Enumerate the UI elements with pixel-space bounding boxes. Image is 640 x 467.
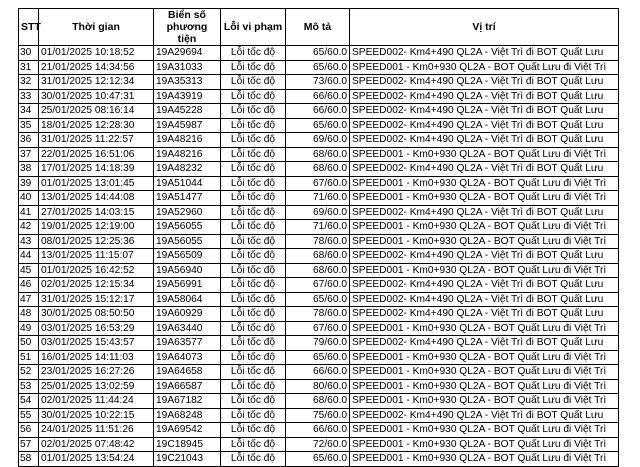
- cell-stt: 37: [19, 147, 39, 162]
- cell-stt: 52: [19, 365, 39, 380]
- cell-time: 22/01/2025 16:51:06: [39, 147, 154, 162]
- cell-stt: 48: [19, 307, 39, 322]
- cell-violation: Lỗi tốc độ: [221, 234, 286, 249]
- table-row: [19, 220, 619, 235]
- cell-location: SPEED002- Km4+490 QL2A - Việt Trì đi BOT Quất Lưu: [350, 249, 619, 264]
- cell-time: 08/01/2025 12:25:36: [39, 234, 154, 249]
- table-row: [19, 104, 619, 119]
- table-body: [19, 46, 619, 467]
- table-header: [19, 9, 619, 46]
- cell-plate: 19A63440: [154, 321, 221, 336]
- cell-description: 68/60.0: [286, 162, 350, 177]
- cell-description: 78/60.0: [286, 234, 350, 249]
- cell-violation: Lỗi tốc độ: [221, 263, 286, 278]
- cell-location: SPEED002- Km4+490 QL2A - Việt Trì đi BOT Quất Lưu: [350, 205, 619, 220]
- cell-plate: 19A67182: [154, 394, 221, 409]
- violation-table: [18, 8, 619, 467]
- cell-plate: 19A52960: [154, 205, 221, 220]
- header-plate: Biển số phương tiện: [154, 9, 221, 46]
- table-row: [19, 162, 619, 177]
- table-row: [19, 321, 619, 336]
- cell-location: SPEED001 - Km0+930 QL2A - BOT Quất Lưu đi Việt Trì: [350, 220, 619, 235]
- cell-description: 65/60.0: [286, 292, 350, 307]
- cell-location: SPEED001 - Km0+930 QL2A - BOT Quất Lưu đi Việt Trì: [350, 147, 619, 162]
- cell-time: 13/01/2025 11:15:07: [39, 249, 154, 264]
- cell-description: 69/60.0: [286, 205, 350, 220]
- cell-stt: 56: [19, 423, 39, 438]
- table-row: [19, 147, 619, 162]
- cell-time: 25/01/2025 08:16:14: [39, 104, 154, 119]
- cell-description: 65/60.0: [286, 452, 350, 467]
- cell-time: 30/01/2025 10:22:15: [39, 408, 154, 423]
- table-row: [19, 452, 619, 467]
- cell-description: 66/60.0: [286, 423, 350, 438]
- table-row: [19, 365, 619, 380]
- cell-time: 03/01/2025 16:53:29: [39, 321, 154, 336]
- cell-violation: Lỗi tốc độ: [221, 75, 286, 90]
- table-row: [19, 89, 619, 104]
- cell-time: 18/01/2025 12:28:30: [39, 118, 154, 133]
- cell-plate: 19A56991: [154, 278, 221, 293]
- cell-description: 69/60.0: [286, 133, 350, 148]
- cell-location: SPEED002- Km4+490 QL2A - Việt Trì đi BOT Quất Lưu: [350, 46, 619, 61]
- cell-plate: 19A64073: [154, 350, 221, 365]
- table-row: [19, 394, 619, 409]
- cell-plate: 19A35313: [154, 75, 221, 90]
- cell-location: SPEED002- Km4+490 QL2A - Việt Trì đi BOT Quất Lưu: [350, 104, 619, 119]
- cell-description: 73/60.0: [286, 75, 350, 90]
- table-row: [19, 263, 619, 278]
- cell-stt: 43: [19, 234, 39, 249]
- cell-plate: 19A66587: [154, 379, 221, 394]
- cell-description: 72/60.0: [286, 437, 350, 452]
- cell-location: SPEED001 - Km0+930 QL2A - BOT Quất Lưu đi Việt Trì: [350, 191, 619, 206]
- cell-plate: 19A45987: [154, 118, 221, 133]
- cell-stt: 40: [19, 191, 39, 206]
- cell-description: 65/60.0: [286, 350, 350, 365]
- cell-location: SPEED001 - Km0+930 QL2A - BOT Quất Lưu đi Việt Trì: [350, 452, 619, 467]
- cell-violation: Lỗi tốc độ: [221, 60, 286, 75]
- cell-violation: Lỗi tốc độ: [221, 452, 286, 467]
- cell-time: 16/01/2025 14:11:03: [39, 350, 154, 365]
- cell-plate: 19A51477: [154, 191, 221, 206]
- cell-plate: 19A43919: [154, 89, 221, 104]
- cell-plate: 19A56509: [154, 249, 221, 264]
- cell-description: 78/60.0: [286, 307, 350, 322]
- table-row: [19, 234, 619, 249]
- cell-plate: 19A48216: [154, 133, 221, 148]
- cell-time: 27/01/2025 14:03:15: [39, 205, 154, 220]
- cell-stt: 58: [19, 452, 39, 467]
- cell-time: 21/01/2025 14:34:56: [39, 60, 154, 75]
- table-row: [19, 336, 619, 351]
- cell-time: 01/01/2025 13:54:24: [39, 452, 154, 467]
- cell-stt: 57: [19, 437, 39, 452]
- cell-plate: 19A29694: [154, 46, 221, 61]
- cell-stt: 55: [19, 408, 39, 423]
- cell-violation: Lỗi tốc độ: [221, 46, 286, 61]
- cell-description: 67/60.0: [286, 321, 350, 336]
- cell-time: 31/01/2025 15:12:17: [39, 292, 154, 307]
- cell-location: SPEED001 - Km0+930 QL2A - BOT Quất Lưu đi Việt Trì: [350, 437, 619, 452]
- table-row: [19, 205, 619, 220]
- cell-time: 31/01/2025 12:12:34: [39, 75, 154, 90]
- cell-description: 66/60.0: [286, 89, 350, 104]
- cell-location: SPEED002- Km4+490 QL2A - Việt Trì đi BOT Quất Lưu: [350, 133, 619, 148]
- cell-plate: 19A48232: [154, 162, 221, 177]
- cell-location: SPEED001 - Km0+930 QL2A - BOT Quất Lưu đi Việt Trì: [350, 60, 619, 75]
- cell-violation: Lỗi tốc độ: [221, 408, 286, 423]
- cell-violation: Lỗi tốc độ: [221, 191, 286, 206]
- cell-plate: 19A31033: [154, 60, 221, 75]
- cell-location: SPEED001 - Km0+930 QL2A - BOT Quất Lưu đi Việt Trì: [350, 423, 619, 438]
- cell-stt: 31: [19, 60, 39, 75]
- cell-plate: 19A45228: [154, 104, 221, 119]
- cell-time: 03/01/2025 15:43:57: [39, 336, 154, 351]
- cell-stt: 34: [19, 104, 39, 119]
- cell-time: 01/01/2025 10:18:52: [39, 46, 154, 61]
- table-row: [19, 278, 619, 293]
- cell-location: SPEED002- Km4+490 QL2A - Việt Trì đi BOT Quất Lưu: [350, 278, 619, 293]
- table-row: [19, 423, 619, 438]
- cell-violation: Lỗi tốc độ: [221, 307, 286, 322]
- cell-time: 31/01/2025 11:22:57: [39, 133, 154, 148]
- cell-description: 65/60.0: [286, 118, 350, 133]
- cell-violation: Lỗi tốc độ: [221, 220, 286, 235]
- cell-stt: 39: [19, 176, 39, 191]
- cell-violation: Lỗi tốc độ: [221, 162, 286, 177]
- cell-violation: Lỗi tốc độ: [221, 249, 286, 264]
- table-row: [19, 176, 619, 191]
- cell-location: SPEED002- Km4+490 QL2A - Việt Trì đi BOT Quất Lưu: [350, 292, 619, 307]
- cell-location: SPEED001 - Km0+930 QL2A - BOT Quất Lưu đi Việt Trì: [350, 234, 619, 249]
- cell-violation: Lỗi tốc độ: [221, 118, 286, 133]
- cell-violation: Lỗi tốc độ: [221, 147, 286, 162]
- cell-plate: 19A58064: [154, 292, 221, 307]
- cell-description: 65/60.0: [286, 60, 350, 75]
- cell-plate: 19A48216: [154, 147, 221, 162]
- cell-stt: 32: [19, 75, 39, 90]
- cell-time: 30/01/2025 08:50:50: [39, 307, 154, 322]
- cell-stt: 49: [19, 321, 39, 336]
- cell-stt: 41: [19, 205, 39, 220]
- cell-violation: Lỗi tốc độ: [221, 394, 286, 409]
- cell-location: SPEED001 - Km0+930 QL2A - BOT Quất Lưu đi Việt Trì: [350, 379, 619, 394]
- header-time: Thời gian: [39, 9, 154, 46]
- cell-plate: 19A63577: [154, 336, 221, 351]
- table-row: [19, 408, 619, 423]
- cell-description: 79/60.0: [286, 336, 350, 351]
- table-row: [19, 46, 619, 61]
- cell-location: SPEED002- Km4+490 QL2A - Việt Trì đi BOT Quất Lưu: [350, 336, 619, 351]
- cell-description: 67/60.0: [286, 278, 350, 293]
- cell-location: SPEED001 - Km0+930 QL2A - BOT Quất Lưu đi Việt Trì: [350, 263, 619, 278]
- cell-violation: Lỗi tốc độ: [221, 176, 286, 191]
- table-row: [19, 60, 619, 75]
- cell-time: 25/01/2025 13:02:59: [39, 379, 154, 394]
- cell-description: 66/60.0: [286, 365, 350, 380]
- cell-location: SPEED001 - Km0+930 QL2A - BOT Quất Lưu đi Việt Trì: [350, 321, 619, 336]
- cell-violation: Lỗi tốc độ: [221, 133, 286, 148]
- cell-plate: 19A60929: [154, 307, 221, 322]
- table-row: [19, 133, 619, 148]
- cell-plate: 19A64658: [154, 365, 221, 380]
- cell-violation: Lỗi tốc độ: [221, 437, 286, 452]
- cell-location: SPEED001 - Km0+930 QL2A - BOT Quất Lưu đi Việt Trì: [350, 176, 619, 191]
- cell-description: 68/60.0: [286, 263, 350, 278]
- cell-violation: Lỗi tốc độ: [221, 321, 286, 336]
- cell-violation: Lỗi tốc độ: [221, 278, 286, 293]
- cell-time: 02/01/2025 12:15:34: [39, 278, 154, 293]
- cell-plate: 19C21043: [154, 452, 221, 467]
- cell-plate: 19C18945: [154, 437, 221, 452]
- header-row: [19, 9, 619, 46]
- cell-time: 24/01/2025 11:51:26: [39, 423, 154, 438]
- cell-description: 67/60.0: [286, 176, 350, 191]
- cell-time: 30/01/2025 10:47:31: [39, 89, 154, 104]
- cell-violation: Lỗi tốc độ: [221, 365, 286, 380]
- cell-stt: 35: [19, 118, 39, 133]
- table-row: [19, 249, 619, 264]
- cell-description: 65/60.0: [286, 46, 350, 61]
- cell-time: 02/01/2025 07:48:42: [39, 437, 154, 452]
- cell-violation: Lỗi tốc độ: [221, 205, 286, 220]
- cell-location: SPEED002- Km4+490 QL2A - Việt Trì đi BOT Quất Lưu: [350, 118, 619, 133]
- header-description: Mô tả: [286, 9, 350, 46]
- cell-stt: 50: [19, 336, 39, 351]
- cell-violation: Lỗi tốc độ: [221, 423, 286, 438]
- cell-description: 68/60.0: [286, 147, 350, 162]
- table-row: [19, 75, 619, 90]
- cell-description: 71/60.0: [286, 220, 350, 235]
- header-location: Vị trí: [350, 9, 619, 46]
- cell-violation: Lỗi tốc độ: [221, 379, 286, 394]
- cell-stt: 44: [19, 249, 39, 264]
- cell-violation: Lỗi tốc độ: [221, 350, 286, 365]
- cell-stt: 33: [19, 89, 39, 104]
- table-row: [19, 437, 619, 452]
- cell-plate: 19A56055: [154, 234, 221, 249]
- cell-stt: 36: [19, 133, 39, 148]
- cell-time: 01/01/2025 16:42:52: [39, 263, 154, 278]
- cell-description: 80/60.0: [286, 379, 350, 394]
- cell-plate: 19A69542: [154, 423, 221, 438]
- cell-time: 23/01/2025 16:27:26: [39, 365, 154, 380]
- cell-time: 19/01/2025 12:19:00: [39, 220, 154, 235]
- cell-location: SPEED002- Km4+490 QL2A - Việt Trì đi BOT Quất Lưu: [350, 75, 619, 90]
- cell-stt: 30: [19, 46, 39, 61]
- cell-description: 68/60.0: [286, 249, 350, 264]
- cell-stt: 45: [19, 263, 39, 278]
- cell-stt: 51: [19, 350, 39, 365]
- cell-description: 68/60.0: [286, 394, 350, 409]
- cell-violation: Lỗi tốc độ: [221, 89, 286, 104]
- cell-location: SPEED001 - Km0+930 QL2A - BOT Quất Lưu đi Việt Trì: [350, 365, 619, 380]
- table-row: [19, 350, 619, 365]
- cell-stt: 54: [19, 394, 39, 409]
- header-stt: STT: [19, 9, 39, 46]
- cell-location: SPEED002- Km4+490 QL2A - Việt Trì đi BOT Quất Lưu: [350, 162, 619, 177]
- cell-stt: 46: [19, 278, 39, 293]
- cell-time: 13/01/2025 14:44:08: [39, 191, 154, 206]
- cell-plate: 19A68248: [154, 408, 221, 423]
- table-row: [19, 307, 619, 322]
- cell-violation: Lỗi tốc độ: [221, 292, 286, 307]
- cell-stt: 38: [19, 162, 39, 177]
- cell-time: 02/01/2025 11:44:24: [39, 394, 154, 409]
- table-row: [19, 191, 619, 206]
- cell-plate: 19A51044: [154, 176, 221, 191]
- cell-location: SPEED002- Km4+490 QL2A - Việt Trì đi BOT Quất Lưu: [350, 307, 619, 322]
- table-row: [19, 118, 619, 133]
- cell-stt: 47: [19, 292, 39, 307]
- table-row: [19, 379, 619, 394]
- cell-description: 75/60.0: [286, 408, 350, 423]
- cell-plate: 19A56055: [154, 220, 221, 235]
- cell-plate: 19A56940: [154, 263, 221, 278]
- cell-description: 66/60.0: [286, 104, 350, 119]
- cell-location: SPEED002- Km4+490 QL2A - Việt Trì đi BOT Quất Lưu: [350, 408, 619, 423]
- cell-violation: Lỗi tốc độ: [221, 104, 286, 119]
- cell-location: SPEED002- Km4+490 QL2A - Việt Trì đi BOT Quất Lưu: [350, 89, 619, 104]
- cell-stt: 53: [19, 379, 39, 394]
- cell-time: 17/01/2025 14:18:39: [39, 162, 154, 177]
- header-violation: Lỗi vi phạm: [221, 9, 286, 46]
- cell-location: SPEED001 - Km0+930 QL2A - BOT Quất Lưu đi Việt Trì: [350, 394, 619, 409]
- cell-stt: 42: [19, 220, 39, 235]
- cell-location: SPEED001 - Km0+930 QL2A - BOT Quất Lưu đi Việt Trì: [350, 350, 619, 365]
- cell-violation: Lỗi tốc độ: [221, 336, 286, 351]
- cell-time: 01/01/2025 13:01:45: [39, 176, 154, 191]
- cell-description: 71/60.0: [286, 191, 350, 206]
- table-row: [19, 292, 619, 307]
